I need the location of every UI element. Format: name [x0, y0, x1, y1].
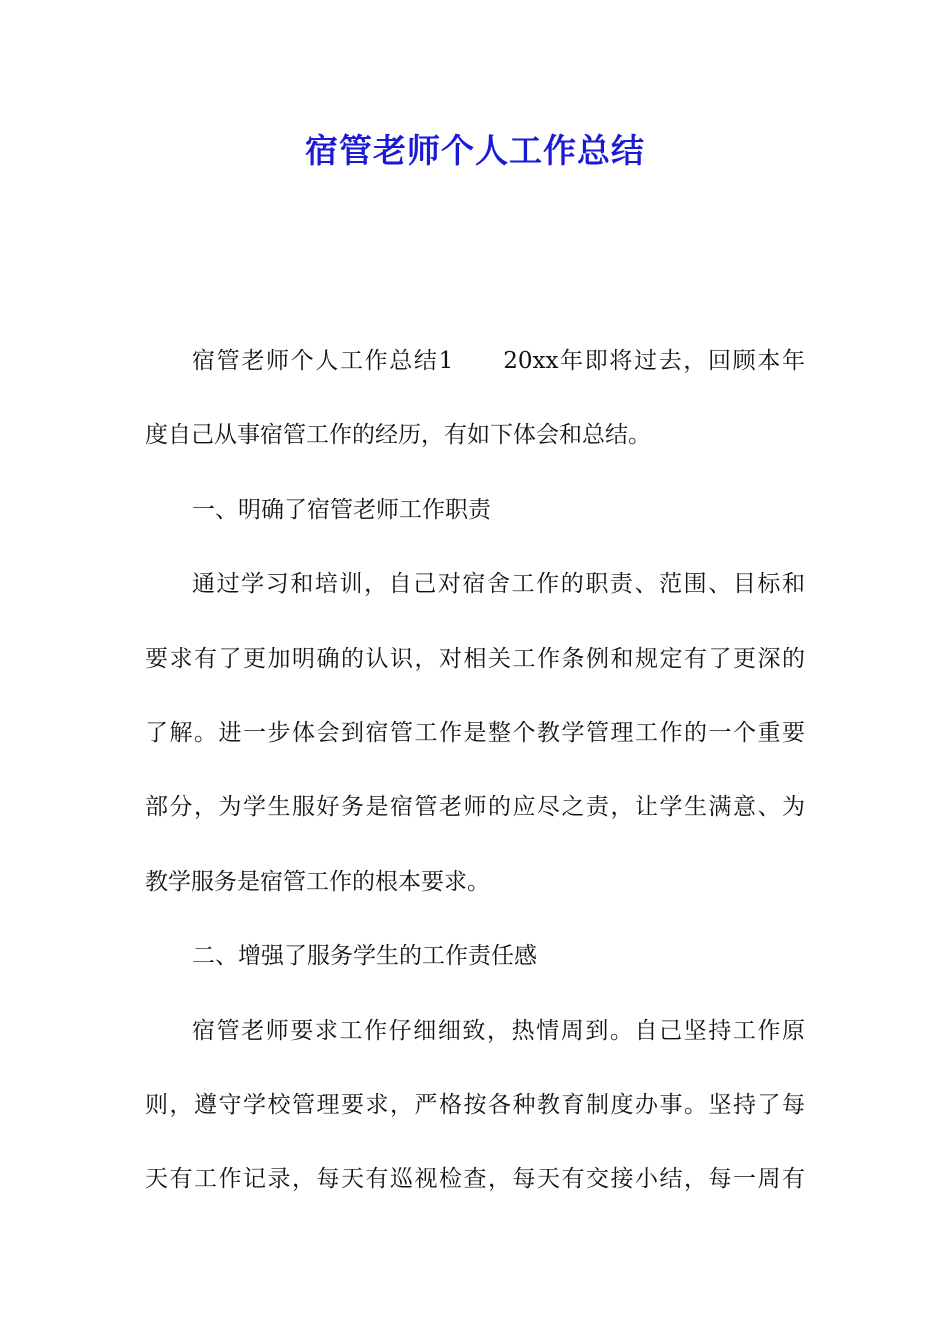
- section-heading-inline: 宿管老师个人工作总结1: [192, 348, 454, 374]
- paragraph-line: 了解。进一步体会到宿管工作是整个教学管理工作的一个重要: [145, 719, 805, 746]
- paragraph-line: 要求有了更加明确的认识，对相关工作条例和规定有了更深的: [145, 645, 805, 672]
- paragraph-line: [145, 336, 805, 410]
- section-heading: 二、增强了服务学生的工作责任感: [192, 943, 537, 970]
- section-heading: 一、明确了宿管老师工作职责: [192, 496, 491, 523]
- document-title: 宿管老师个人工作总结: [305, 131, 645, 170]
- paragraph-line: 度自己从事宿管工作的经历，有如下体会和总结。: [145, 422, 651, 449]
- line-text: 20xx年即将过去，回顾本年: [503, 348, 805, 374]
- paragraph-line: 宿管老师要求工作仔细细致，热情周到。自己坚持工作原: [192, 1017, 805, 1044]
- paragraph-line: 则，遵守学校管理要求，严格按各种教育制度办事。坚持了每: [145, 1091, 805, 1118]
- document-body: [145, 336, 805, 1229]
- paragraph-line: 部分，为学生服好务是宿管老师的应尽之责，让学生满意、为: [145, 794, 805, 821]
- paragraph-line: 教学服务是宿管工作的根本要求。: [145, 868, 490, 895]
- paragraph-line: 天有工作记录，每天有巡视检查，每天有交接小结，每一周有: [145, 1166, 805, 1193]
- paragraph-line: 通过学习和培训，自己对宿舍工作的职责、范围、目标和: [192, 571, 805, 598]
